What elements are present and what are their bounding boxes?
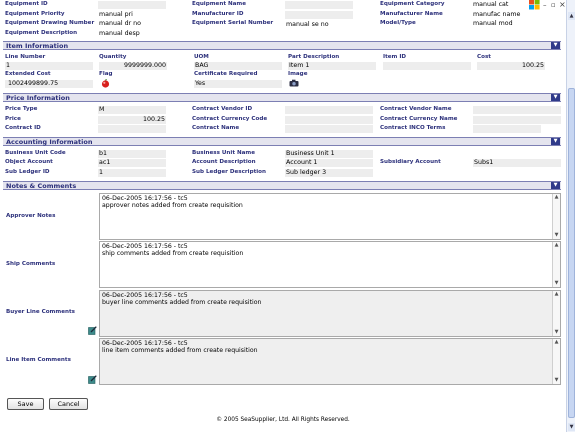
account-description-value: Account 1: [286, 159, 318, 166]
item-information-header[interactable]: [3, 41, 561, 50]
cost-value: 100.25: [522, 62, 545, 69]
certificate-required-label: Certificate Required: [194, 71, 258, 77]
line-item-comments-label: Line Item Comments: [6, 357, 71, 363]
ship-comments-textarea[interactable]: [99, 241, 561, 288]
camera-icon[interactable]: [289, 79, 299, 89]
sub-ledger-description-label: Sub Ledger Description: [192, 169, 267, 175]
uom-value: BAG: [195, 62, 209, 69]
equipment-id-field: [98, 1, 166, 9]
item-id-label: Item ID: [383, 54, 407, 60]
scroll-down-icon[interactable]: ▼: [569, 424, 574, 430]
buyer-line-comments-text: buyer line comments added from create requisition: [102, 299, 262, 306]
extended-cost-label: Extended Cost: [5, 71, 51, 77]
business-unit-code-label: Business Unit Code: [5, 150, 66, 156]
textarea-scrollbar[interactable]: [552, 291, 560, 336]
contract-inco-terms-label: Contract INCO Terms: [380, 125, 446, 131]
buyer-line-comments-header: 06-Dec-2005 16:17:56 - tc5: [102, 292, 188, 299]
close-icon[interactable]: ×: [559, 0, 566, 9]
sub-ledger-id-value: 1: [99, 169, 104, 176]
price-information-header[interactable]: [3, 93, 561, 102]
approver-notes-header: 06-Dec-2005 16:17:56 - tc5: [102, 195, 188, 202]
price-type-value: M: [99, 106, 105, 113]
subsidiary-account-value: Subs1: [474, 159, 494, 166]
equipment-category-value: manual cat: [473, 1, 509, 8]
textarea-scrollbar[interactable]: [552, 242, 560, 287]
manufacturer-name-label: Manufacturer Name: [380, 11, 443, 17]
scroll-up-icon[interactable]: ▲: [554, 242, 559, 248]
collapse-toggle-icon[interactable]: ▼: [551, 138, 560, 145]
equipment-description-label: Equipment Description: [5, 30, 78, 36]
flag-label: Flag: [99, 71, 113, 77]
contract-currency-code-label: Contract Currency Code: [192, 116, 268, 122]
sub-ledger-description-value: Sub ledger 3: [286, 169, 327, 176]
line-item-comments-header: 06-Dec-2005 16:17:56 - tc5: [102, 340, 188, 347]
equipment-description-value: manual desp: [99, 30, 140, 37]
scroll-down-icon[interactable]: ▼: [554, 329, 559, 335]
accounting-information-title: Accounting Information: [6, 138, 93, 146]
contract-id-field: [98, 125, 166, 133]
part-description-label: Part Description: [288, 54, 340, 60]
price-label: Price: [5, 116, 21, 122]
contract-id-label: Contract ID: [5, 125, 41, 131]
price-type-field: [98, 106, 166, 114]
sub-ledger-id-label: Sub Ledger ID: [5, 169, 50, 175]
contract-currency-name-label: Contract Currency Name: [380, 116, 458, 122]
contract-name-label: Contract Name: [192, 125, 240, 131]
line-number-value: 1: [6, 62, 11, 69]
contract-name-field: [285, 125, 373, 133]
collapse-toggle-icon[interactable]: ▼: [551, 182, 560, 189]
price-information-title: Price Information: [6, 94, 70, 102]
business-unit-name-value: Business Unit 1: [286, 150, 335, 157]
drawing-number-label: Equipment Drawing Number: [5, 20, 95, 26]
copyright-footer: © 2005 SeaSupplier, Ltd. All Rights Reserved.: [216, 417, 350, 423]
contract-inco-terms-field: [473, 125, 541, 133]
textarea-scrollbar[interactable]: [552, 339, 560, 384]
part-description-value: Item 1: [289, 62, 310, 69]
collapse-toggle-icon[interactable]: ▼: [551, 94, 560, 101]
item-id-field: [383, 62, 471, 70]
line-number-label: Line Number: [5, 54, 46, 60]
extended-cost-value: 1002499899.75: [8, 80, 59, 87]
equipment-priority-value: manual pri: [99, 11, 133, 18]
object-account-value: ac1: [99, 159, 111, 166]
price-value: 100.25: [143, 116, 166, 123]
notes-comments-header[interactable]: [3, 181, 561, 190]
serial-number-label: Equipment Serial Number: [192, 20, 274, 26]
manufacturer-name-value: manufac name: [473, 11, 521, 18]
save-button[interactable]: Save: [7, 398, 44, 410]
buyer-line-comments-textarea[interactable]: [99, 290, 561, 337]
certificate-required-value: Yes: [195, 80, 206, 87]
edit-note-icon[interactable]: [88, 326, 97, 337]
notes-comments-title: Notes & Comments: [6, 182, 77, 190]
scrollbar-thumb[interactable]: [568, 88, 575, 418]
quantity-label: Quantity: [99, 54, 127, 60]
collapse-toggle-icon[interactable]: ▼: [551, 42, 560, 49]
equipment-name-field: [285, 1, 353, 9]
serial-number-value: manual se no: [286, 21, 329, 28]
manufacturer-id-label: Manufacturer ID: [192, 11, 244, 17]
business-unit-code-field: [98, 150, 166, 158]
sub-ledger-id-field: [98, 169, 166, 177]
ship-comments-text: ship comments added from create requisition: [102, 250, 244, 257]
scroll-down-icon[interactable]: ▼: [554, 377, 559, 383]
contract-vendor-name-field: [473, 106, 561, 114]
contract-vendor-id-label: Contract Vendor ID: [192, 106, 253, 112]
cancel-button[interactable]: Cancel: [49, 398, 88, 410]
scroll-down-icon[interactable]: ▼: [554, 232, 559, 238]
manufacturer-id-field: [285, 11, 353, 19]
model-type-value: manual mod: [473, 20, 513, 27]
textarea-scrollbar[interactable]: [552, 194, 560, 239]
restore-icon[interactable]: ▫: [551, 1, 556, 9]
accounting-information-header[interactable]: [3, 137, 561, 146]
scroll-up-icon[interactable]: ▲: [554, 339, 559, 345]
ship-comments-header: 06-Dec-2005 16:17:56 - tc5: [102, 243, 188, 250]
object-account-label: Object Account: [5, 159, 53, 165]
cost-label: Cost: [477, 54, 491, 60]
approver-notes-label: Approver Notes: [6, 213, 56, 219]
scroll-down-icon[interactable]: ▼: [554, 280, 559, 286]
contract-vendor-id-field: [285, 106, 373, 114]
scroll-up-icon[interactable]: ▲: [554, 291, 559, 297]
line-item-comments-text: line item comments added from create requisition: [102, 347, 258, 354]
equipment-id-label: Equipment ID: [5, 1, 48, 7]
scroll-up-icon[interactable]: ▲: [554, 194, 559, 200]
uom-label: UOM: [194, 54, 209, 60]
equipment-category-label: Equipment Category: [380, 1, 445, 7]
equipment-name-label: Equipment Name: [192, 1, 247, 7]
quantity-value: 9999999.000: [124, 62, 167, 69]
account-description-label: Account Description: [192, 159, 256, 165]
flag-icon[interactable]: [101, 79, 110, 90]
approver-notes-textarea[interactable]: [99, 193, 561, 240]
line-number-field: [5, 62, 93, 70]
edit-note-icon[interactable]: [88, 375, 97, 386]
ship-comments-label: Ship Comments: [6, 261, 56, 267]
contract-currency-code-field: [285, 116, 373, 124]
subsidiary-account-label: Subsidiary Account: [380, 159, 441, 165]
windows-logo-icon: [529, 0, 540, 12]
buyer-line-comments-label: Buyer Line Comments: [6, 309, 75, 315]
drawing-number-value: manual dr no: [99, 20, 142, 27]
business-unit-name-label: Business Unit Name: [192, 150, 256, 156]
model-type-label: Model/Type: [380, 20, 416, 26]
certificate-required-field: [194, 80, 282, 88]
price-type-label: Price Type: [5, 106, 38, 112]
contract-vendor-name-label: Contract Vendor Name: [380, 106, 452, 112]
item-information-title: Item Information: [6, 42, 69, 50]
minimize-icon[interactable]: –: [543, 1, 547, 9]
line-item-comments-textarea[interactable]: [99, 338, 561, 385]
business-unit-code-value: b1: [99, 150, 108, 157]
contract-currency-name-field: [473, 116, 561, 124]
page-scrollbar[interactable]: [566, 0, 575, 432]
scroll-up-icon[interactable]: ▲: [569, 13, 574, 19]
approver-notes-text: approver notes added from create requisition: [102, 202, 243, 209]
image-label: Image: [288, 71, 308, 77]
equipment-priority-label: Equipment Priority: [5, 11, 65, 17]
